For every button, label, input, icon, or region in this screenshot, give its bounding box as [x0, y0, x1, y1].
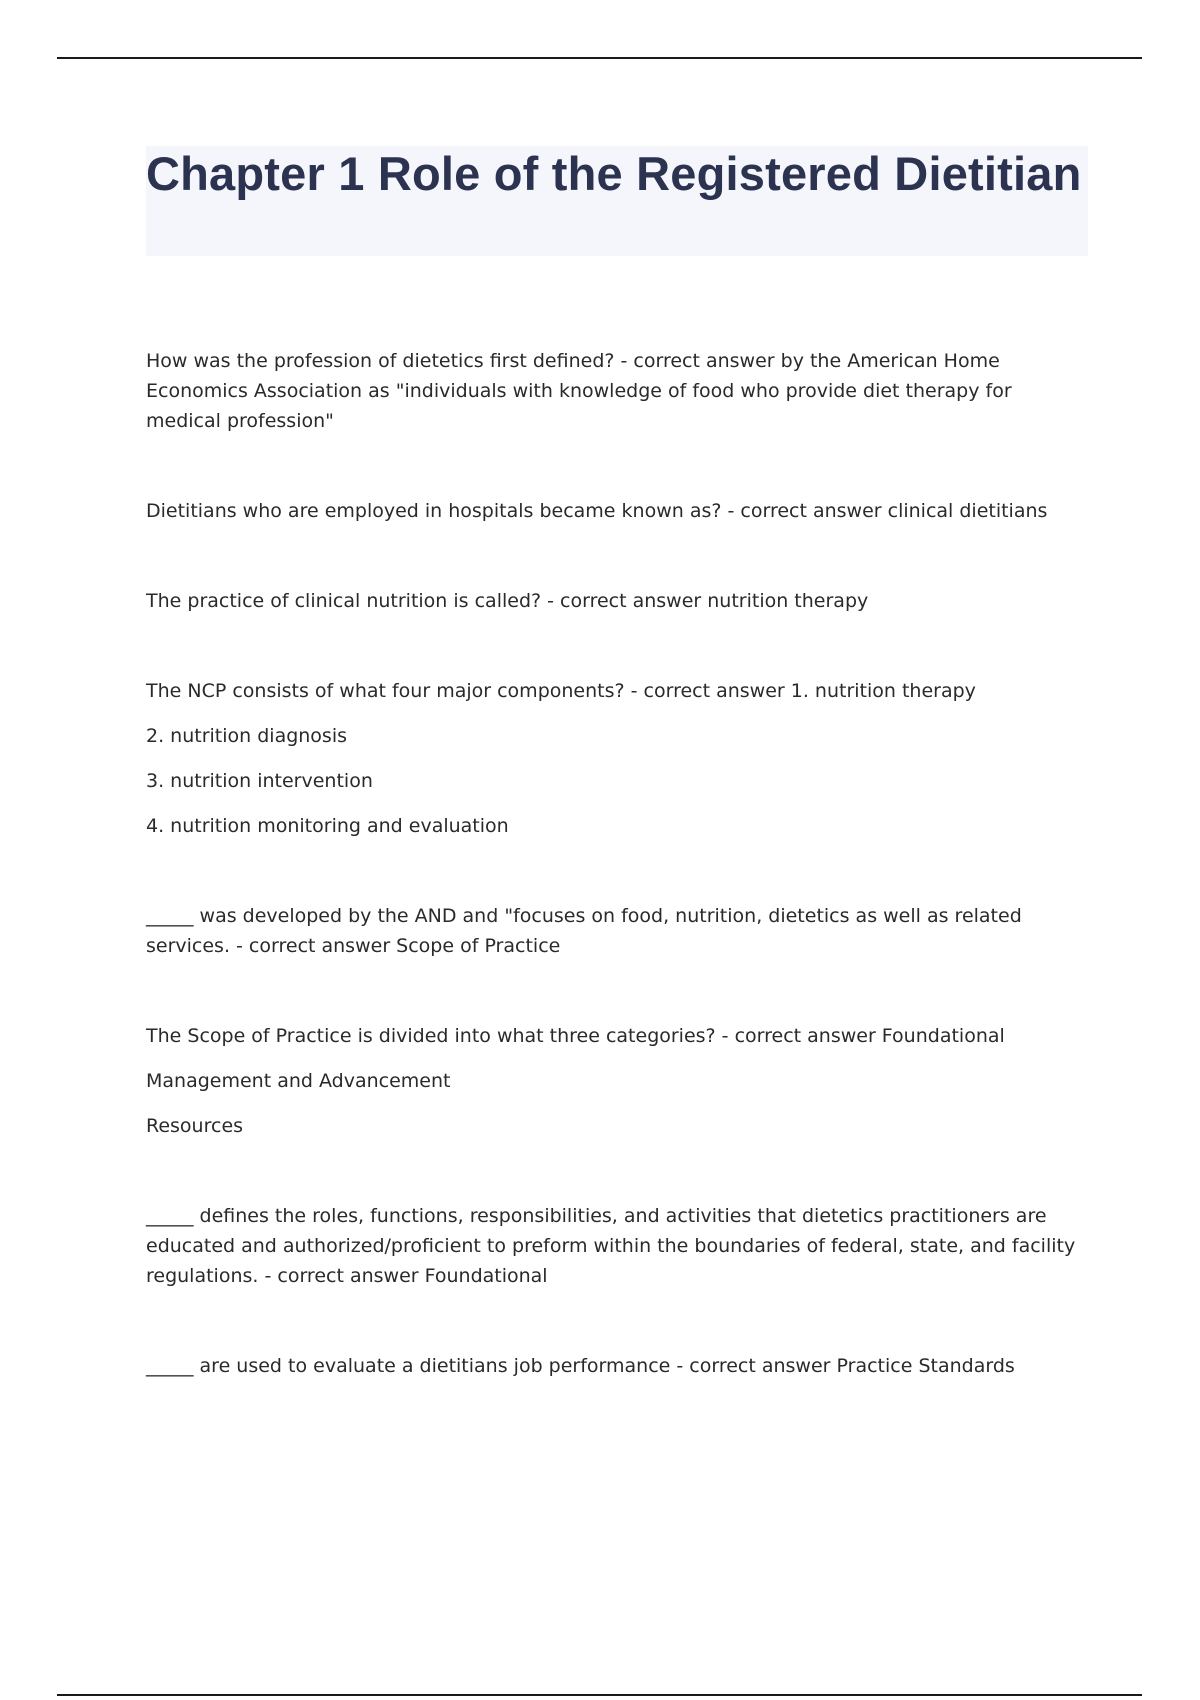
qa-list-line: 4. nutrition monitoring and evaluation: [146, 815, 509, 837]
qa-item-5: [146, 901, 1088, 961]
qa-item-8: [146, 1351, 1088, 1381]
qa-item-6: [146, 1021, 1088, 1141]
qa-item-1: [146, 346, 1088, 436]
document-title: Chapter 1 Role of the Registered Dietitian: [146, 147, 1082, 200]
qa-line: _____ defines the roles, functions, responsibilities, and activities that dietetics practitioners are educated and authorized/proficient to preform within the boundaries of federal, state, and facility regulations. - correct answer Foundational: [146, 1205, 1076, 1287]
document-body: [146, 346, 1088, 1381]
qa-line: _____ are used to evaluate a dietitians job performance - correct answer Practice Standards: [146, 1355, 1015, 1377]
qa-line: The Scope of Practice is divided into what three categories? - correct answer Foundational: [146, 1025, 1005, 1047]
qa-list-line: 3. nutrition intervention: [146, 770, 373, 792]
qa-item-7: [146, 1201, 1088, 1291]
qa-item-4: [146, 676, 1088, 841]
qa-line: The practice of clinical nutrition is called? - correct answer nutrition therapy: [146, 590, 869, 612]
qa-list-line: Resources: [146, 1115, 244, 1137]
qa-list-line: Management and Advancement: [146, 1070, 451, 1092]
top-rule: [57, 57, 1142, 59]
qa-line: Dietitians who are employed in hospitals became known as? - correct answer clinical dietitians: [146, 500, 1048, 522]
qa-item-2: [146, 496, 1088, 526]
title-block: [146, 146, 1088, 256]
qa-list-line: 2. nutrition diagnosis: [146, 725, 348, 747]
qa-line: The NCP consists of what four major components? - correct answer 1. nutrition therapy: [146, 680, 976, 702]
qa-line: _____ was developed by the AND and "focuses on food, nutrition, dietetics as well as related services. - correct answer Scope of Practice: [146, 905, 1022, 957]
bottom-rule: [57, 1694, 1142, 1696]
qa-line: How was the profession of dietetics first defined? - correct answer by the American Home Economics Association as "individuals with knowledge of food who provide diet therapy for medical profession": [146, 350, 1012, 432]
qa-item-3: [146, 586, 1088, 616]
